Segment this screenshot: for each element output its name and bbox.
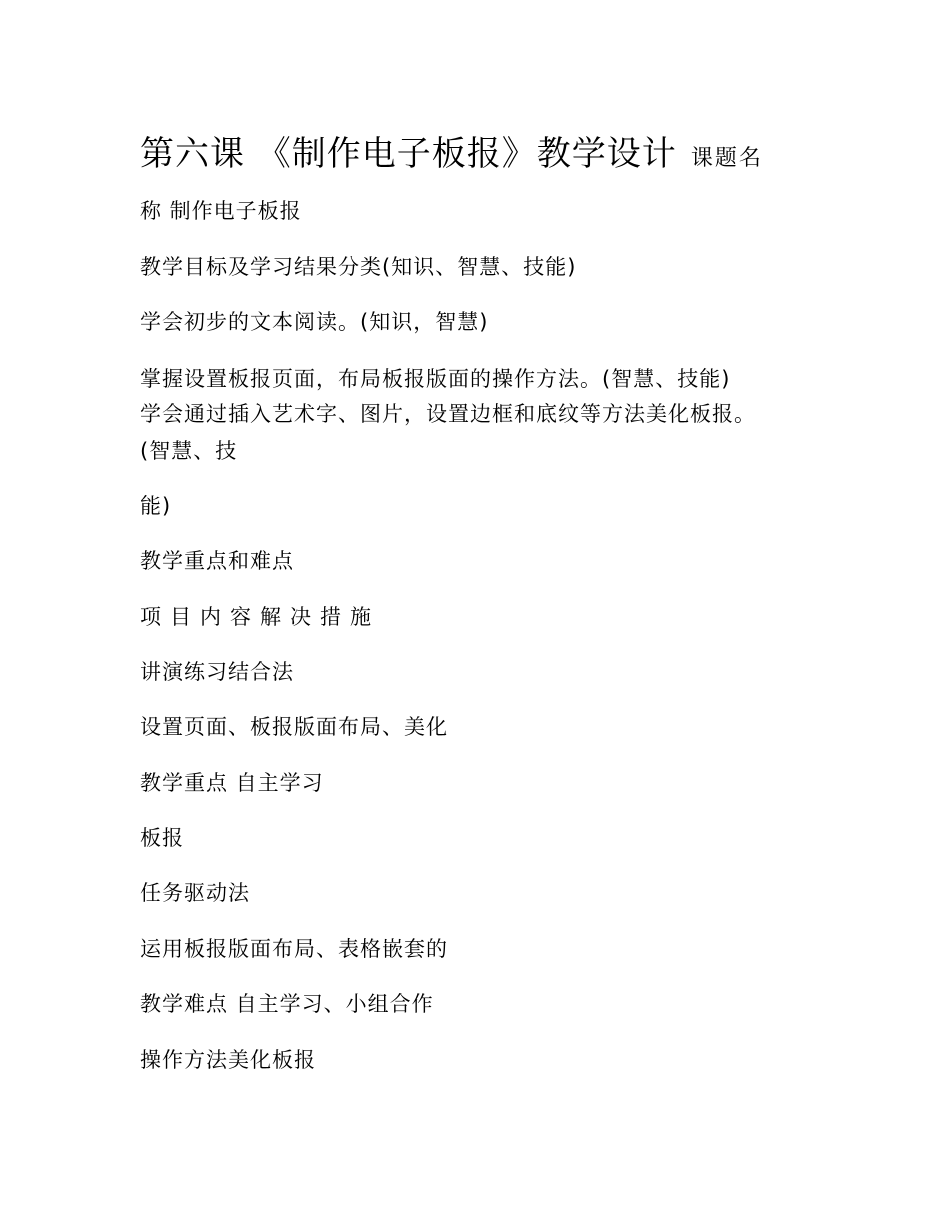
title-main: 第六课 《制作电子板报》教学设计 — [140, 134, 677, 174]
text-line: (智慧、技 — [140, 439, 238, 463]
text-line: 教学重点和难点 — [140, 549, 294, 573]
text-line: 掌握设置板报页面，布局板报版面的操作方法。(智慧、技能) — [140, 367, 731, 391]
text-line: 教学目标及学习结果分类(知识、智慧、技能) — [140, 255, 577, 279]
text-line: 讲演练习结合法 — [140, 660, 294, 684]
title-tail: 课题名 — [690, 146, 763, 171]
text-line: 教学重点 自主学习 — [140, 771, 324, 795]
text-line: 设置页面、板报版面布局、美化 — [140, 715, 448, 739]
text-line: 教学难点 自主学习、小组合作 — [140, 992, 434, 1016]
document-title — [140, 126, 763, 175]
text-line: 运用板报版面布局、表格嵌套的 — [140, 937, 448, 961]
text-line: 能) — [140, 494, 172, 518]
text-line: 操作方法美化板报 — [140, 1048, 316, 1072]
text-line: 任务驱动法 — [140, 881, 250, 905]
text-line: 项目内容解决措施 — [140, 605, 380, 629]
text-line: 称 制作电子板报 — [140, 199, 302, 223]
text-line: 板报 — [140, 826, 184, 850]
text-line: 学会初步的文本阅读。(知识，智慧) — [140, 310, 489, 334]
text-line: 学会通过插入艺术字、图片，设置边框和底纹等方法美化板报。 — [140, 402, 756, 426]
